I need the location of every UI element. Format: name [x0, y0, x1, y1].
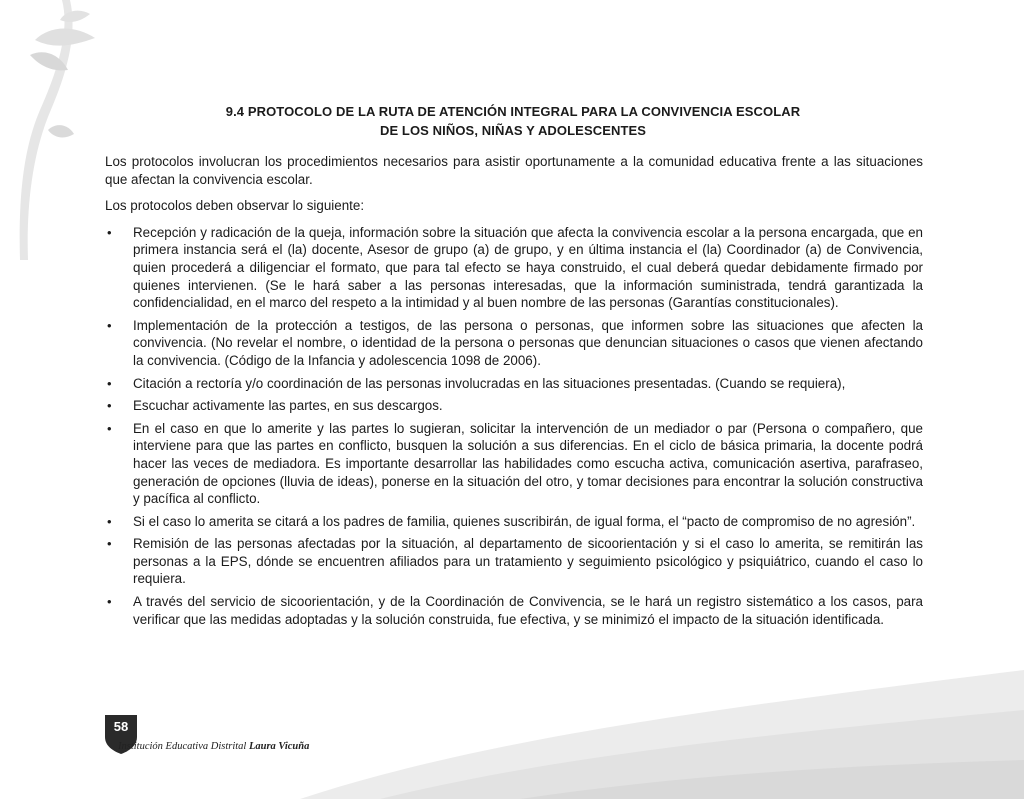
lead-paragraph: Los protocolos deben observar lo siguiente:	[105, 198, 365, 214]
list-item-text: Escuchar activamente las partes, en sus descargos.	[133, 398, 443, 414]
title-line-1: 9.4 PROTOCOLO DE LA RUTA DE ATENCIÓN INTEGRAL PARA LA CONVIVENCIA ESCOLAR	[225, 104, 801, 119]
bullet-marker: •	[107, 224, 112, 240]
list-item-text: Remisión de las personas afectadas por la situación, al departamento de sicoorientación y si el caso lo amerita, se remitirán las personas a la EPS, dónde se encuentren afiliados para un tratamiento y seguimiento psicológico y psiquiátrico, cuando el caso lo requiera.	[133, 536, 923, 587]
wave-decoration	[0, 640, 1024, 799]
protocol-list	[105, 224, 923, 628]
list-item-text: Recepción y radicación de la queja, información sobre la situación que afecta la convivencia escolar a la persona encargada, que en primera instancia será el (la) docente, Asesor de grupo (a) de grupo, y en última instancia el (la) Coordinador (a) de Convivencia, quien procederá a diligenciar el formato, que para tal efecto se haya construido, el cual deberá quedar debidamente firmado por quienes intervienen. (Se le hará saber a las personas interesadas, que la información suministrada, tendrá garantizada la confidencialidad, en el marco del respeto a la intimidad y al buen nombre de las personas (Garantías constitucionales).	[133, 224, 923, 311]
list-item	[105, 317, 923, 370]
list-item-text: Implementación de la protección a testigos, de las persona o personas, que informen sobre las situaciones que afecten la convivencia. (No revelar el nombre, o identidad de la persona o personas que denuncian situaciones o casos que vienen afectando la convivencia. (Código de la Infancia y adolescencia 1098 de 2006).	[133, 317, 923, 368]
list-item	[105, 513, 923, 531]
list-item	[105, 397, 923, 415]
list-item	[105, 420, 923, 508]
bullet-marker: •	[107, 420, 112, 436]
list-item	[105, 375, 923, 393]
list-item	[105, 593, 923, 628]
list-item	[105, 224, 923, 312]
list-item-text: A través del servicio de sicoorientación, y de la Coordinación de Convivencia, se le hará un registro sistemático a los casos, para verificar que las medidas adoptadas y la solución construida, fue efectiva, y se minimizó el impacto de la situación identificada.	[133, 594, 923, 627]
bullet-marker: •	[107, 317, 112, 333]
floral-decoration	[0, 0, 110, 260]
intro-paragraph: Los protocolos involucran los procedimientos necesarios para asistir oportunamente a la comunidad educativa frente a las situaciones que afectan la convivencia escolar.	[105, 154, 923, 187]
list-item-text: Citación a rectoría y/o coordinación de las personas involucradas en las situaciones presentadas. (Cuando se requiera),	[133, 375, 846, 391]
institution-label: Institución Educativa Distrital	[118, 741, 247, 752]
bullet-marker: •	[107, 375, 112, 391]
bullet-marker: •	[107, 513, 112, 529]
list-item-text: En el caso en que lo amerite y las partes lo sugieran, solicitar la intervención de un mediador o par (Persona o compañero, que interviene para que las partes en conflicto, busquen la solución a sus diferencias. En el ciclo de básica primaria, la docente podrá hacer las veces de mediadora. Es importante desarrollar las habilidades como escucha activa, comunicación asertiva, parafraseo, generación de opciones (lluvia de ideas), ponerse en la situación del otro, y tomar decisiones para encontrar la solución constructiva y pacífica al conflicto.	[133, 420, 923, 507]
document-body	[105, 153, 923, 633]
title-line-2: DE LOS NIÑOS, NIÑAS Y ADOLESCENTES	[379, 123, 647, 138]
institution-name: Laura Vicuña	[248, 741, 310, 752]
bullet-marker: •	[107, 536, 112, 552]
bullet-marker: •	[107, 398, 112, 414]
page-title	[100, 102, 926, 140]
list-item-text: Si el caso lo amerita se citará a los padres de familia, quienes suscribirán, de igual forma, el “pacto de compromiso de no agresión”.	[133, 513, 916, 529]
footer-institution	[118, 741, 309, 752]
bullet-marker: •	[107, 594, 112, 610]
list-item	[105, 535, 923, 588]
page-number: 58	[113, 719, 129, 734]
